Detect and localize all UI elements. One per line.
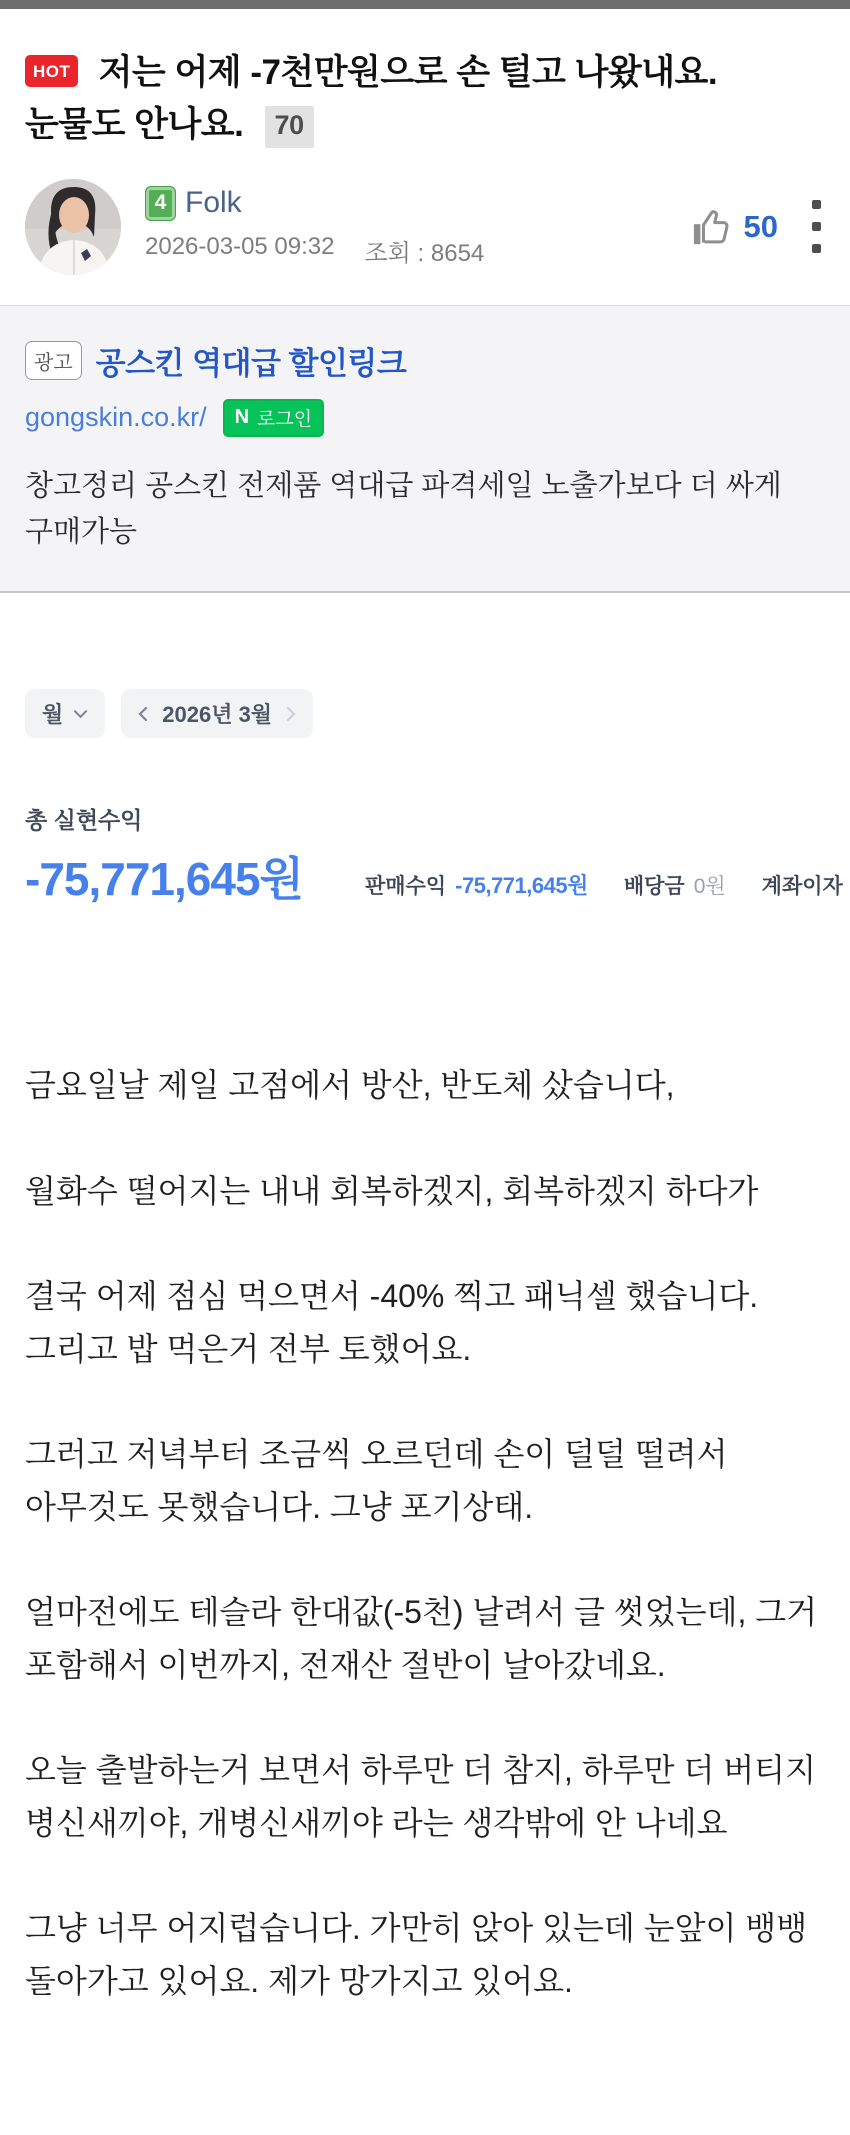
level-badge: 4 — [145, 186, 176, 221]
body-paragraph: 월화수 떨어지는 내내 회복하겠지, 회복하겠지 하다가 — [25, 1172, 759, 1209]
chevron-down-icon — [73, 709, 88, 719]
like-count[interactable]: 50 — [743, 208, 778, 244]
body-paragraph: 결국 어제 점심 먹으면서 -40% 찍고 패닉셀 했습니다. 그리고 밥 먹은거 전부 토했어요. — [25, 1278, 759, 1367]
body-paragraph: 오늘 출발하는거 보면서 하루만 더 참지, 하루만 더 버티지 병신새끼야, 개병신새끼야 라는 생각밖에 안 나네요 — [25, 1752, 816, 1841]
avatar[interactable] — [25, 179, 121, 275]
total-profit-row — [25, 843, 843, 909]
avatar-photo — [25, 179, 121, 275]
chevron-right-icon[interactable] — [286, 706, 296, 722]
profit-widget — [0, 689, 850, 909]
naver-login-badge — [223, 399, 325, 437]
breakdown-sales-value: -75,771,645원 — [455, 873, 588, 899]
ad-description: 창고정리 공스킨 전제품 역대급 파격세일 노출가보다 더 싸게 구매가능 — [25, 469, 782, 548]
total-profit-label: 총 실현수익 — [25, 807, 143, 834]
ad-url[interactable]: gongskin.co.kr/ — [25, 402, 207, 433]
total-profit-value: -75,771,645원 — [25, 853, 303, 906]
comment-count-badge[interactable]: 70 — [265, 106, 314, 148]
breakdown-dividend — [624, 870, 726, 900]
period-select-label: 월 — [42, 702, 64, 728]
post-date: 2026-03-05 09:32 — [145, 232, 335, 260]
naver-login-label: 로그인 — [257, 408, 313, 430]
month-label: 2026년 3월 — [162, 702, 273, 728]
hot-badge: HOT — [25, 55, 78, 87]
chevron-left-icon[interactable] — [138, 706, 148, 722]
body-paragraph: 금요일날 제일 고점에서 방산, 반도체 샀습니다, — [25, 1067, 675, 1104]
author-info — [145, 186, 690, 268]
period-select[interactable] — [25, 689, 105, 738]
post-title-text: 저는 어제 -7천만원으로 손 털고 나왔내요. 눈물도 안나요. — [25, 53, 718, 144]
author-row — [25, 179, 825, 275]
breakdown-dividend-value: 0원 — [693, 875, 726, 899]
thumbs-up-icon[interactable] — [690, 206, 736, 248]
top-bar — [0, 0, 850, 11]
breakdown-sales — [365, 869, 588, 900]
breakdown-dividend-label: 배당금 — [623, 875, 685, 899]
post-title — [25, 47, 825, 151]
ad-label-badge: 광고 — [25, 341, 82, 380]
ad-banner[interactable] — [0, 305, 850, 594]
author-name[interactable]: Folk — [185, 186, 242, 220]
naver-n-icon: N — [234, 405, 250, 428]
body-paragraph: 그러고 저녁부터 조금씩 오르던데 손이 덜덜 떨려서 아무것도 못했습니다. 그냥 포기상태. — [25, 1436, 728, 1525]
kebab-menu-icon[interactable] — [812, 200, 821, 253]
body-paragraph: 얼마전에도 테슬라 한대값(-5천) 날려서 글 썻었는데, 그거 포함해서 이번까지, 전재산 절반이 날아갔네요. — [25, 1594, 818, 1683]
month-navigator — [121, 689, 313, 738]
like-cluster — [690, 200, 825, 253]
post-body — [0, 1059, 850, 2007]
view-count: 조회 : 8654 — [364, 239, 485, 267]
breakdown-sales-label: 판매수익 — [364, 875, 447, 899]
breakdown-interest-label: 계좌이자 — [761, 875, 843, 899]
ad-title-link[interactable]: 공스킨 역대급 할인링크 — [95, 345, 407, 381]
body-paragraph: 그냥 너무 어지럽습니다. 가만히 앉아 있는데 눈앞이 뱅뱅 돌아가고 있어요. 제가 망가지고 있어요. — [25, 1910, 808, 1999]
profit-breakdown — [365, 869, 850, 909]
breakdown-interest — [762, 870, 850, 900]
widget-toolbar — [25, 689, 825, 738]
